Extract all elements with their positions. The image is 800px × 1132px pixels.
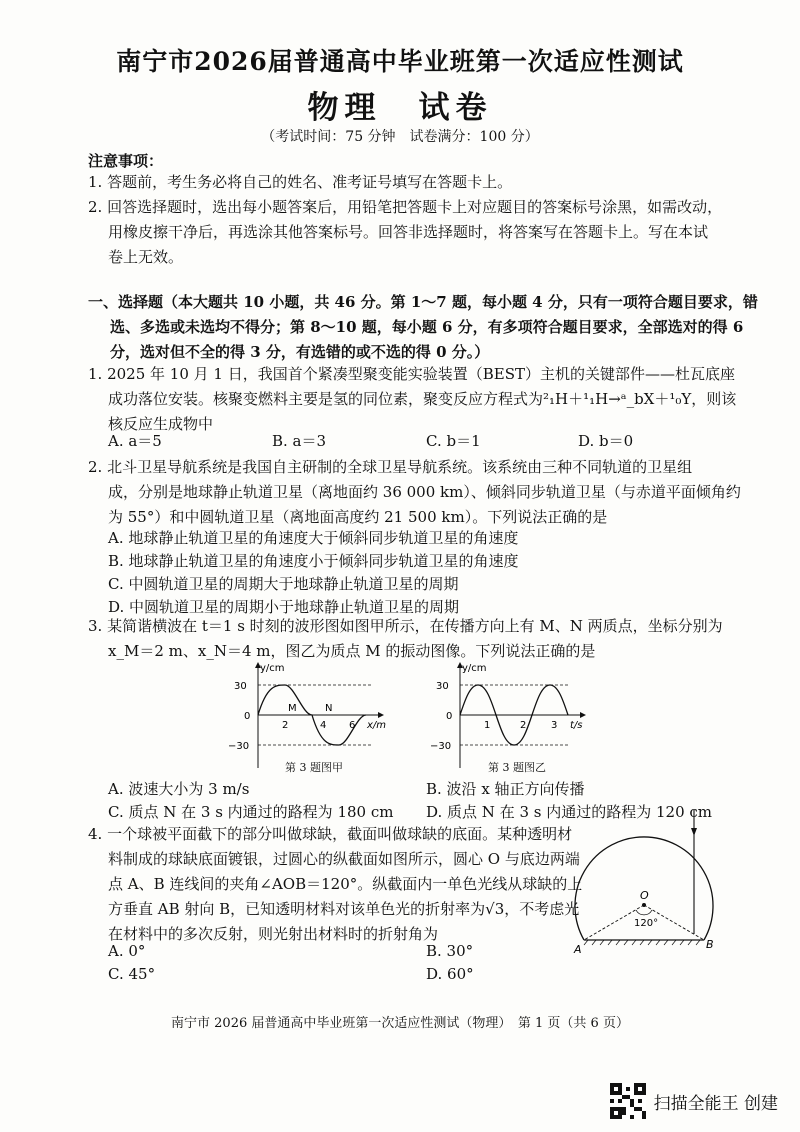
x-axis-label: x/m	[367, 720, 387, 731]
notice-heading: 注意事项：	[88, 152, 164, 170]
y-tick: 0	[244, 711, 251, 722]
notice-item: 1. 答题前，考生务必将自己的姓名、准考证号填写在答题卡上。	[88, 173, 513, 191]
exam-info: （考试时间：75 分钟 试卷满分：100 分）	[261, 129, 539, 145]
question-1-text: 成功落位安装。核聚变燃料主要是氢的同位素，聚变反应方程式为²₁H＋¹₁H→ᵃ_bX＋¹₀Y，则该	[108, 390, 737, 408]
center-point-o	[642, 903, 646, 907]
q4-option-b: B. 30°	[426, 942, 474, 960]
q3-option-a: A. 波速大小为 3 m/s	[108, 780, 250, 798]
label-b: B	[706, 938, 714, 951]
section-heading: 一、选择题（本大题共 10 小题，共 46 分。第 1～7 题，每小题 4 分，只有一项符合题目要求，错	[88, 293, 758, 311]
q3-option-d: D. 质点 N 在 3 s 内通过的路程为 120 cm	[426, 803, 713, 821]
paper-subtitle: 物理 试卷	[307, 90, 493, 126]
question-4-text: 料制成的球缺底面镀银，过圆心的纵截面如图所示，圆心 O 与底边两端	[108, 850, 580, 868]
q1-option-c: C. b＝1	[426, 432, 481, 450]
label-o: O	[640, 889, 649, 902]
x-tick: 4	[320, 720, 327, 731]
question-2-text: 2. 北斗卫星导航系统是我国自主研制的全球卫星导航系统。该系统由三种不同轨道的卫星组	[88, 458, 693, 476]
question-2-text: 为 55°）和中圆轨道卫星（离地面高度约 21 500 km）。下列说法正确的是	[108, 508, 608, 526]
q1-option-d: D. b＝0	[578, 432, 634, 450]
silver-hatching	[584, 940, 700, 945]
q2-option-a: A. 地球静止轨道卫星的角速度大于倾斜同步轨道卫星的角速度	[108, 529, 519, 547]
point-n-label: N	[325, 703, 333, 714]
x-tick: 2	[282, 720, 289, 731]
question-4-text: 在材料中的多次反射，则光射出材料时的折射角为	[108, 925, 439, 943]
scanner-watermark	[610, 1083, 778, 1119]
y-tick: −30	[430, 741, 452, 752]
question-3-text: x_M＝2 m、x_N＝4 m，图乙为质点 M 的振动图像。下列说法正确的是	[108, 642, 596, 660]
x-tick: 1	[484, 720, 491, 731]
question-4-text: 点 A、B 连线间的夹角∠AOB＝120°。纵截面内一单色光线从球缺的上	[108, 875, 583, 893]
exam-title: 南宁市2026届普通高中毕业班第一次适应性测试	[116, 47, 684, 76]
q2-option-b: B. 地球静止轨道卫星的角速度小于倾斜同步轨道卫星的角速度	[108, 552, 519, 570]
spherical-cap-figure	[570, 808, 720, 958]
y-tick: 0	[446, 711, 453, 722]
question-4-text: 方垂直 AB 射向 B，已知透明材料对该单色光的折射率为√3，不考虑光	[108, 900, 580, 918]
notice-item: 用橡皮擦干净后，再选涂其他答案标号。回答非选择题时，将答案写在答题卡上。写在本试	[108, 223, 709, 241]
qr-code-icon	[610, 1083, 646, 1119]
question-4-text: 4. 一个球被平面截下的部分叫做球缺，截面叫做球缺的底面。某种透明材	[88, 825, 573, 843]
notice-item: 2. 回答选择题时，选出每小题答案后，用铅笔把答题卡上对应题目的答案标号涂黑，如需改动，	[88, 198, 723, 216]
notice-item: 卷上无效。	[108, 248, 184, 266]
y-tick: −30	[228, 741, 250, 752]
question-3-text: 3. 某简谐横波在 t＝1 s 时刻的波形图如图甲所示，在传播方向上有 M、N 两质点，坐标分别为	[88, 617, 723, 635]
figure-a-caption: 第 3 题图甲	[285, 761, 343, 774]
x-axis-arrow	[580, 712, 586, 718]
question-1-text: 1. 2025 年 10 月 1 日，我国首个紧凑型聚变能实验装置（BEST）主机的关键部件——杜瓦底座	[88, 365, 735, 383]
q2-option-c: C. 中圆轨道卫星的周期大于地球静止轨道卫星的周期	[108, 575, 459, 593]
x-tick: 3	[551, 720, 558, 731]
figure-b-caption: 第 3 题图乙	[488, 761, 546, 774]
section-heading: 选、多选或未选均不得分；第 8～10 题，每小题 6 分，有多项符合题目要求，全部选对的得 6	[110, 318, 744, 336]
q4-option-a: A. 0°	[108, 942, 146, 960]
q4-option-c: C. 45°	[108, 965, 156, 983]
x-axis-label: t/s	[570, 720, 583, 731]
angle-arc	[636, 910, 652, 915]
q3-option-b: B. 波沿 x 轴正方向传播	[426, 780, 585, 798]
point-m-label: M	[288, 703, 297, 714]
y-tick: 30	[234, 681, 247, 692]
question-1-text: 核反应生成物中	[108, 415, 214, 433]
section-heading: 分，选对但不全的得 3 分，有选错的或不选的得 0 分。）	[110, 343, 490, 361]
q1-option-a: A. a＝5	[108, 432, 162, 450]
q4-option-d: D. 60°	[426, 965, 474, 983]
y-axis-label: y/cm	[260, 663, 285, 674]
x-tick: 6	[349, 720, 356, 731]
label-a: A	[574, 943, 582, 956]
question-2-text: 成，分别是地球静止轨道卫星（离地面约 36 000 km）、倾斜同步轨道卫星（与赤道平面倾角约	[108, 483, 741, 501]
x-axis-arrow	[378, 712, 384, 718]
y-tick: 30	[436, 681, 449, 692]
x-tick: 2	[520, 720, 527, 731]
angle-label: 120°	[634, 918, 659, 929]
watermark-text: 扫描全能王 创建	[653, 1093, 778, 1114]
y-axis-label: y/cm	[462, 663, 487, 674]
q1-option-b: B. a＝3	[272, 432, 327, 450]
q3-option-c: C. 质点 N 在 3 s 内通过的路程为 180 cm	[108, 803, 394, 821]
q2-option-d: D. 中圆轨道卫星的周期小于地球静止轨道卫星的周期	[108, 598, 460, 616]
light-ray-arrow	[691, 828, 697, 836]
page-footer: 南宁市 2026 届普通高中毕业班第一次适应性测试（物理） 第 1 页（共 6 页）	[171, 1016, 629, 1031]
